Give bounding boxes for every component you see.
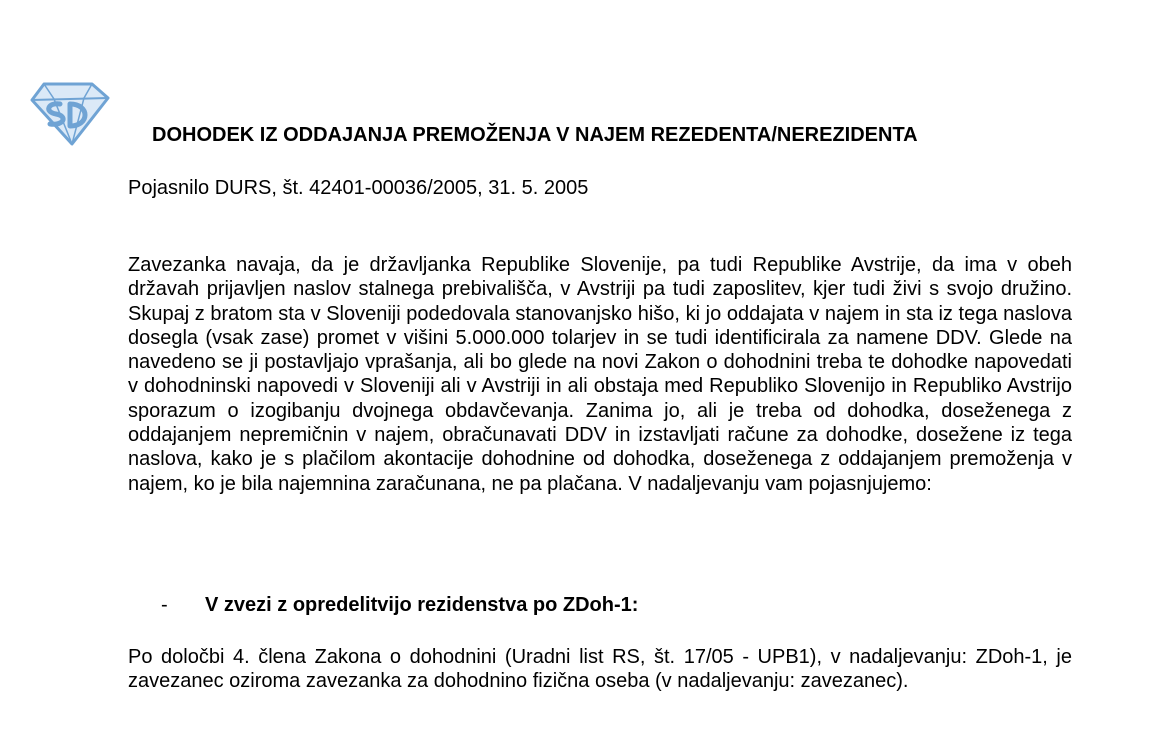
durs-diamond-logo-icon bbox=[26, 76, 112, 148]
body-paragraph-1: Zavezanka navaja, da je državljanka Republike Slovenije, pa tudi Republike Avstrije, da ima v obeh državah prijavljen naslov stalnega prebivališča, v Avstriji pa tudi zaposlitev, kjer tudi živi s svojo družino. Skupaj z bratom sta v Sloveniji podedovala stanovanjsko hišo, ki jo oddajata v najem in sta iz tega naslova dosegla (vsak zase) promet v višini 5.000.000 tolarjev in se tudi identificirala za namene DDV. Glede na navedeno se ji postavljajo vprašanja, ali bo glede na novi Zakon o dohodnini treba te dohodke napovedati v dohodninski napovedi v Sloveniji ali v Avstriji in ali obstaja med Republiko Slovenijo in Republiko Avstrijo sporazum o izogibanju dvojnega obdavčevanja. Zanima jo, ali je treba od dohodka, doseženega z oddajanjem nepremičnin v najem, obračunavati DDV in izstavljati račune za dohodke, dosežene iz tega naslova, kako je s plačilom akontacije dohodnine od dohodka, doseženega z oddajanjem premoženja v najem, ko je bila najemnina zaračunana, ne pa plačana. V nadaljevanju vam pojasnjujemo: bbox=[128, 254, 1072, 495]
body-paragraph-2: Po določbi 4. člena Zakona o dohodnini (Uradni list RS, št. 17/05 - UPB1), v nadaljevanju: ZDoh-1, je zavezanec oziroma zavezanka za dohodnino fizična oseba (v nadaljevanju: zavezanec). bbox=[128, 646, 1072, 693]
document-subtitle: Pojasnilo DURS, št. 42401-00036/2005, 31. 5. 2005 bbox=[128, 177, 589, 199]
bullet-heading: V zvezi z opredelitvijo rezidenstva po ZDoh-1: bbox=[205, 594, 639, 616]
durs-logo bbox=[26, 76, 112, 148]
bullet-item bbox=[161, 593, 638, 617]
bullet-marker: - bbox=[161, 594, 168, 616]
document-title: DOHODEK IZ ODDAJANJA PREMOŽENJA V NAJEM REZEDENTA/NEREZIDENTA bbox=[152, 124, 918, 146]
